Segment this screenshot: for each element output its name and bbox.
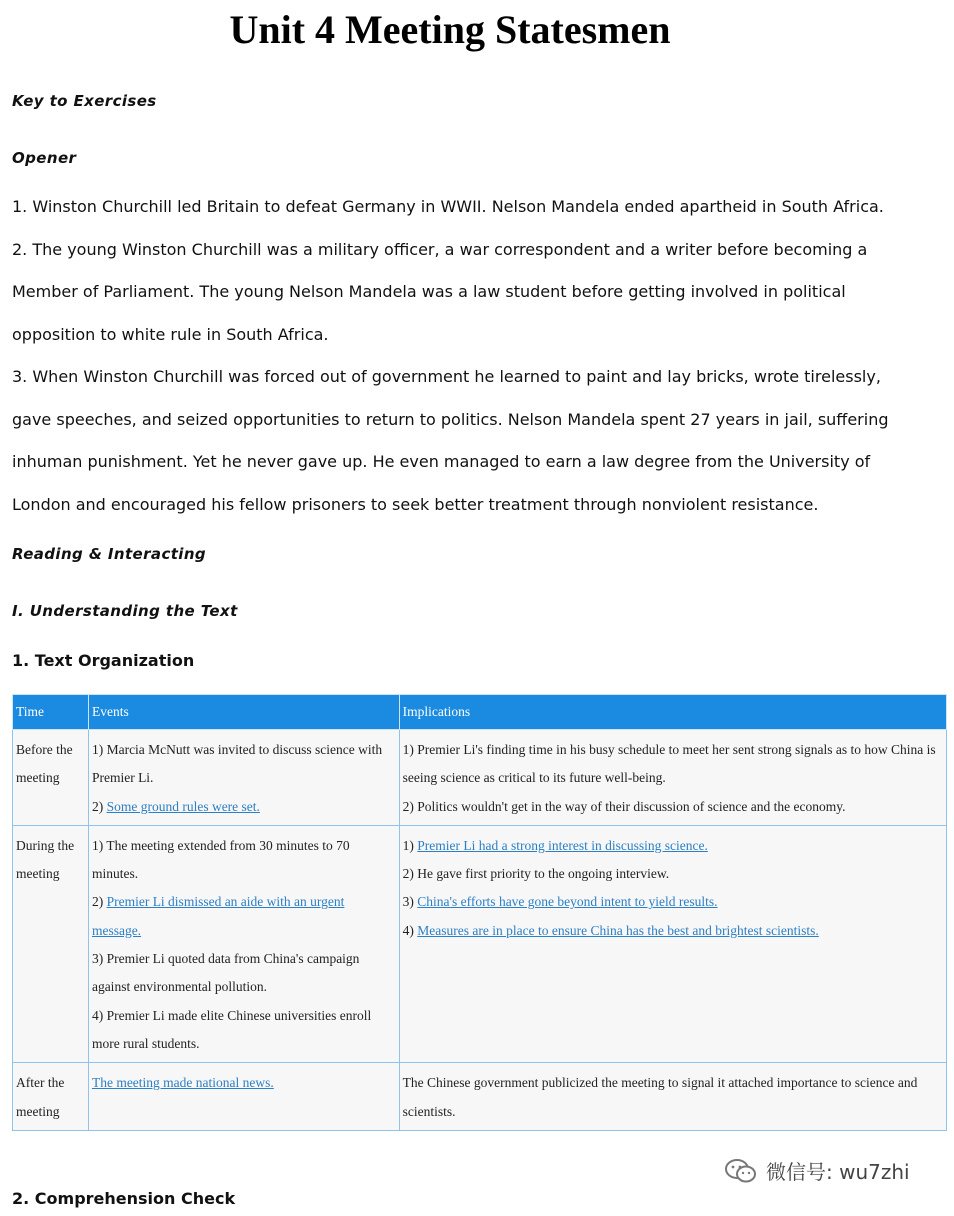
cell-item: 1) Premier Li's finding time in his busy schedule to meet her sent strong signals as to how China is seeing science as critical to its future well-being. [402, 742, 936, 786]
column-header-time: Time [13, 695, 89, 730]
cell-item: 1) The meeting extended from 30 minutes to 70 minutes. [91, 837, 350, 882]
item-number: 2) [91, 894, 107, 910]
cell-item: 3) Premier Li quoted data from China's campaign against environmental pollution. [91, 951, 360, 995]
events-cell [88, 1063, 399, 1131]
opener-answer-1: 1. Winston Churchill led Britain to defeat Germany in WWII. Nelson Mandela ended apartheid in South Africa. [12, 197, 884, 216]
opener-answer-3: 3. When Winston Churchill was forced out of government he learned to paint and lay bricks, wrote tirelessly, gave speeches, and seized opportunities to return to politics. Nelson Mandela spent 27 years in jail, suffering inhuman punishment. Yet he never gave up. He even managed to earn a law degree from the University of London and encouraged his fellow prisoners to seek better treatment through nonviolent resistance. [12, 367, 889, 514]
cell-item: 2) Politics wouldn't get in the way of their discussion of science and the economy. [402, 798, 846, 814]
heading-understanding-text: I. Understanding the Text [12, 602, 238, 620]
cell-item [403, 917, 943, 945]
implications-cell [399, 1063, 946, 1131]
table-row [13, 825, 947, 1062]
watermark-text: 微信号: wu7zhi [766, 1160, 910, 1184]
item-number: 2) [91, 798, 107, 814]
item-number: 3) [402, 894, 418, 910]
heading-opener: Opener [12, 149, 77, 167]
opener-answer-2: 2. The young Winston Churchill was a military officer, a war correspondent and a writer before becoming a Member of Parliament. The young Nelson Mandela was a law student before getting involved in political opposition to white rule in South Africa. [12, 239, 868, 344]
time-cell: During the meeting [13, 825, 89, 1062]
cell-item [403, 832, 943, 860]
answer-link[interactable]: Premier Li had a strong interest in discussing science. [417, 837, 708, 853]
events-cell [88, 730, 399, 826]
implications-cell [399, 825, 946, 1062]
time-cell: After the meeting [13, 1063, 89, 1131]
column-header-events: Events [88, 695, 399, 730]
implications-cell [399, 730, 946, 826]
wechat-icon [724, 1157, 758, 1185]
wechat-watermark [724, 1156, 910, 1185]
text-organization-table [12, 694, 947, 1131]
heading-key-to-exercises: Key to Exercises [12, 92, 157, 110]
cell-item: 1) Marcia McNutt was invited to discuss science with Premier Li. [91, 742, 383, 786]
time-cell: Before the meeting [13, 730, 89, 826]
item-number: 4) [402, 922, 418, 938]
table-row [13, 730, 947, 826]
table-body [13, 730, 947, 1131]
cell-item [92, 888, 396, 945]
cell-item [92, 1069, 396, 1097]
events-cell [88, 825, 399, 1062]
cell-item: 2) He gave first priority to the ongoing interview. [402, 866, 670, 882]
page-title: Unit 4 Meeting Statesmen [229, 7, 671, 52]
item-number: 1) [402, 837, 418, 853]
heading-reading-interacting: Reading & Interacting [12, 545, 207, 563]
cell-item [92, 793, 396, 821]
answer-link[interactable]: The meeting made national news. [91, 1075, 274, 1091]
answer-link[interactable]: China's efforts have gone beyond intent to yield results. [417, 894, 718, 910]
cell-item [403, 888, 943, 916]
table-header-row [13, 695, 947, 730]
column-header-implications: Implications [399, 695, 946, 730]
opener-answers [12, 186, 912, 526]
heading-text-organization: 1. Text Organization [12, 651, 195, 670]
cell-item: The Chinese government publicized the meeting to signal it attached importance to science and scientists. [402, 1075, 918, 1119]
table-row [13, 1063, 947, 1131]
answer-link[interactable]: Premier Li dismissed an aide with an urgent message. [91, 894, 345, 938]
answer-link[interactable]: Some ground rules were set. [106, 798, 260, 814]
answer-link[interactable]: Measures are in place to ensure China has the best and brightest scientists. [417, 922, 819, 938]
heading-comprehension-check: 2. Comprehension Check [12, 1189, 236, 1208]
cell-item: 4) Premier Li made elite Chinese universities enroll more rural students. [91, 1007, 372, 1051]
